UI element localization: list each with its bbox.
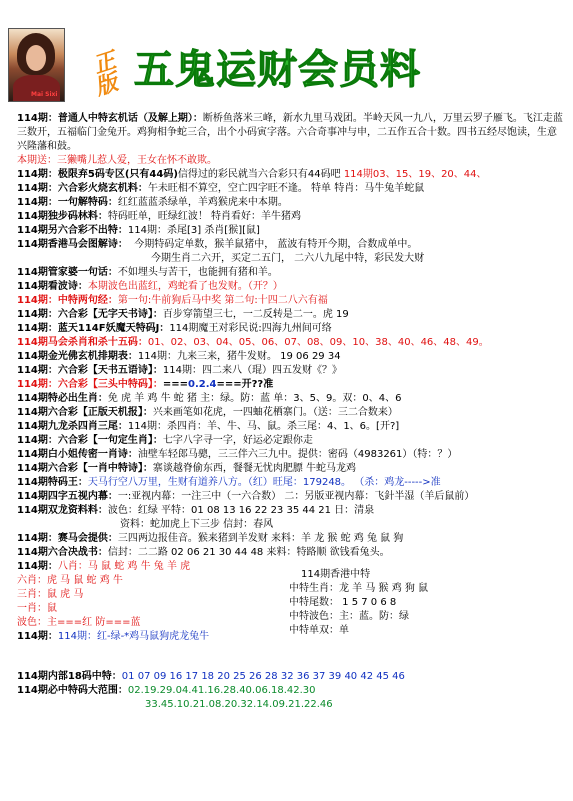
row-10 bbox=[17, 280, 566, 294]
row-text: 红红蓝蓝杀绿单，羊鸡猴虎来中本期。 bbox=[117, 197, 288, 208]
row-text: 天马行空八万里，生财有道养八方。（红）旺尾：179248。 （杀：鸡龙----->准 bbox=[87, 477, 441, 488]
row-18 bbox=[17, 392, 566, 406]
row-title: 金光佛玄机排期表： bbox=[47, 351, 138, 362]
row-20 bbox=[17, 420, 566, 434]
row-4 bbox=[17, 182, 566, 196]
row-title: 普通人中特玄机话（及解上期）： bbox=[57, 113, 203, 124]
row-label: 114期： bbox=[17, 295, 58, 306]
row-title: 马会杀肖和杀十五码： bbox=[47, 337, 148, 348]
row-title: 赛马会提供： bbox=[57, 533, 118, 544]
face-shape bbox=[26, 45, 46, 71]
row-title: 六合彩【无字天书诗】： bbox=[57, 309, 163, 320]
row-label: 114期： bbox=[17, 183, 58, 194]
row-title: 六合彩【三头中特码】： bbox=[57, 379, 163, 390]
row-label: 114期： bbox=[17, 169, 58, 180]
row-text: 今期特码定单数，猴羊鼠猪中， 蓝波有特开今期，合数成单中。 bbox=[134, 239, 418, 250]
row-text: 三四两边报佳音。猴来猪到羊发财 来料：羊 龙 猴 蛇 鸡 兔 鼠 狗 bbox=[117, 533, 404, 544]
row-17 bbox=[17, 378, 566, 392]
row-label: 114期： bbox=[17, 379, 58, 390]
row-title: 必中特码大范围： bbox=[47, 685, 128, 696]
row-22 bbox=[17, 448, 566, 462]
lower-section bbox=[17, 560, 566, 670]
row-label: 114期 bbox=[17, 505, 48, 516]
row-title: 六合彩【一句定生肖】： bbox=[57, 435, 163, 446]
row-title: 八肖：马 鼠 蛇 鸡 牛 兔 羊 虎 bbox=[57, 561, 191, 572]
row-label: 114期 bbox=[17, 239, 48, 250]
row-text: 114期：杀四肖：羊、牛、马、鼠。杀三尾：4、1、6。[开?] bbox=[127, 421, 400, 432]
right-block bbox=[289, 568, 428, 638]
row-title: 六合彩【天书五语诗】： bbox=[57, 365, 163, 376]
row-label: 114期： bbox=[17, 309, 58, 320]
row-16 bbox=[17, 364, 566, 378]
row-31: 三肖：鼠 虎 马 bbox=[17, 589, 84, 600]
row-label: 114期 bbox=[17, 281, 48, 292]
row-15 bbox=[17, 350, 566, 364]
row-pre: === bbox=[162, 379, 189, 390]
row-text: 一:亚视内幕：一注三中（一六合数） 二：另版亚视内幕：飞針半湿（羊后鼠前） bbox=[117, 491, 475, 502]
row-label: 114期 bbox=[17, 477, 48, 488]
row-label: 114期 bbox=[17, 547, 48, 558]
row-title: 极限弃5码专区(只有44码) bbox=[57, 169, 178, 180]
row-23 bbox=[17, 462, 566, 476]
row-label: 114期： bbox=[17, 533, 58, 544]
row-3 bbox=[17, 168, 566, 182]
row-text: 波色：红绿 平特：01 08 13 16 22 23 35 44 21 日：清泉 bbox=[107, 505, 375, 516]
row-text: 01 07 09 16 17 18 20 25 26 28 32 36 37 39 40 42 45 46 bbox=[121, 671, 405, 682]
row-text: 114期魔王对彩民说:四海九州间可络 bbox=[169, 323, 332, 334]
row-text: 午未旺相不算空，空亡四字旺不逢。 特单 特肖：马牛兔羊蛇鼠 bbox=[147, 183, 425, 194]
row-title: 四字五视内幕： bbox=[47, 491, 118, 502]
row-title: 管家婆一句话： bbox=[47, 267, 118, 278]
row-6 bbox=[17, 210, 566, 224]
row-label: 114期 bbox=[17, 449, 48, 460]
row-post: ===开??准 bbox=[216, 379, 274, 390]
row-label: 114期： bbox=[17, 323, 58, 334]
row-text: 第一句:牛前狗后马中奖 第二句:十四二八六有福 bbox=[117, 295, 328, 306]
row-7 bbox=[17, 224, 566, 238]
row-text: 02.19.29.04.41.16.28.40.06.18.42.30 bbox=[127, 685, 316, 696]
right-heading: 114期香港中特 bbox=[301, 569, 371, 580]
row-title: 特必出生肖： bbox=[47, 393, 108, 404]
row-title: 中特两句经： bbox=[57, 295, 118, 306]
row-2 bbox=[17, 154, 566, 168]
row-label: 114期 bbox=[17, 407, 48, 418]
row-title: 一句解特码： bbox=[57, 197, 118, 208]
row-title: 蓝天114F妖魔天特码J： bbox=[57, 323, 170, 334]
row-30: 六肖：虎 马 鼠 蛇 鸡 牛 bbox=[17, 575, 123, 586]
row-label: 114期 bbox=[17, 211, 48, 222]
row-text: 01、02、03、04、05、06、07、08、09、10、38、40、46、48、49。 bbox=[147, 337, 489, 348]
row-text: 本期波色出蓝红，鸡蛇看了也发财。（开？） bbox=[87, 281, 283, 292]
row-label: 114期 bbox=[17, 421, 48, 432]
row-label: 114期： bbox=[17, 197, 58, 208]
row-title: 独步码林料： bbox=[47, 211, 108, 222]
row-text: 114期：九来三来，猪牛发财。 19 06 29 34 bbox=[137, 351, 341, 362]
row-text: 今期生肖二六开，买定二五门， 二六八九尾中特，彩民发大财 bbox=[151, 253, 425, 264]
row-title: 另六合彩不出特： bbox=[47, 225, 128, 236]
row-text: 寨谈越脊偷东西，餐餐无忧肉肥膘 牛蛇马龙鸡 bbox=[152, 463, 357, 474]
row-title: 九龙杀四肖三尾： bbox=[47, 421, 128, 432]
row-label: 114期 bbox=[17, 267, 48, 278]
row-title: 六合决战书： bbox=[47, 547, 108, 558]
row-title: 特码王： bbox=[47, 477, 88, 488]
row-26a bbox=[17, 504, 566, 518]
row-label: 114期 bbox=[17, 393, 48, 404]
row-num: 0.2.4 bbox=[188, 379, 217, 390]
row-title: 内部18码中特： bbox=[47, 671, 122, 682]
row-19 bbox=[17, 406, 566, 420]
row-title: 六合彩【正版天机报】： bbox=[47, 407, 153, 418]
header bbox=[0, 0, 573, 108]
row-1 bbox=[17, 112, 566, 154]
row-text: 百步穿箭望三七，一二反转是二一。虎 19 bbox=[162, 309, 349, 320]
right-ds: 中特单双：单 bbox=[289, 625, 349, 636]
row-label: 114期 bbox=[17, 671, 48, 682]
row-label: 114期 bbox=[17, 351, 48, 362]
row-33: 波色：主===红 防===蓝 bbox=[17, 617, 141, 628]
row-8a bbox=[17, 238, 566, 252]
row-32: 一肖：鼠 bbox=[17, 603, 57, 614]
row-label: 114期 bbox=[17, 685, 48, 696]
row-text: 114期：杀尾[3] 杀肖[猴][鼠] bbox=[127, 225, 260, 236]
row-9 bbox=[17, 266, 566, 280]
row-text: 信得过的彩民就当六合彩只有44码吧 bbox=[177, 169, 341, 180]
content-list bbox=[17, 112, 566, 712]
row-21 bbox=[17, 434, 566, 448]
row-14 bbox=[17, 336, 566, 350]
row-5 bbox=[17, 196, 566, 210]
row-text: 114期：四二来八（琨）四五发财《？》 bbox=[162, 365, 342, 376]
row-label: 114期 bbox=[17, 225, 48, 236]
row-27 bbox=[17, 532, 566, 546]
row-title: 六合彩【一肖中特诗】： bbox=[47, 463, 153, 474]
row-label: 114期： bbox=[17, 435, 58, 446]
photo-tag: Mai Sixi bbox=[31, 91, 58, 99]
row-label: 114期： bbox=[17, 561, 58, 572]
row-12 bbox=[17, 308, 566, 322]
badge-char-2: 版 bbox=[92, 70, 122, 101]
row-11 bbox=[17, 294, 566, 308]
page-title: 五鬼运财会员料 bbox=[134, 47, 421, 93]
row-label: 114期 bbox=[17, 491, 48, 502]
row-36b bbox=[17, 698, 566, 712]
row-label: 114期： bbox=[17, 365, 58, 376]
row-label: 114期 bbox=[17, 337, 48, 348]
row-label: 114期： bbox=[17, 631, 58, 642]
row-text: 断桥鱼落米三峰，新水九里马戏团。半岭天风一九八，万里云罗子雁飞。飞江走蓝三数开，五福临门金兔开。鸡狗相争蛇三合，出个小码寅字落。六合奇事冲与申，二五作五合十数。四书五经尽饱读，生意兴隆藩和鼓。 bbox=[17, 113, 563, 152]
right-sx: 中特生肖：龙 羊 马 猴 鸡 狗 鼠 bbox=[289, 583, 429, 594]
row-title: 香港马会图解诗： bbox=[47, 239, 128, 250]
row-text: 特码旺单，旺绿红波！ 特肖看好：羊牛猪鸡 bbox=[107, 211, 302, 222]
row-text: 油壁车轻郎马骢，三三伴六三九中。提供：密码（4983261）（特：？） bbox=[137, 449, 458, 460]
row-24 bbox=[17, 476, 566, 490]
row-text: 资料：蛇加虎上下三步 信封：春风 bbox=[120, 519, 274, 530]
row-13 bbox=[17, 322, 566, 336]
row-label: 114期 bbox=[17, 463, 48, 474]
row-36a bbox=[17, 684, 566, 698]
row-title: 白小姐传密一肖诗： bbox=[47, 449, 138, 460]
row-35 bbox=[17, 670, 566, 684]
row-text: 114期：红-绿-*鸡马鼠狗虎龙兔牛 bbox=[57, 631, 210, 642]
row-text: 33.45.10.21.08.20.32.14.09.21.22.46 bbox=[145, 699, 333, 710]
right-ws: 中特尾数： 1 5 7 0 6 8 bbox=[289, 597, 397, 608]
row-text: 本期送：三獭嘴儿惹人爱，王女在怀不敢欺。 bbox=[17, 155, 217, 166]
row-text: 免 虎 羊 鸡 牛 蛇 猪 主：绿。防：蓝 单：3、5、9。双：0、4、6 bbox=[107, 393, 402, 404]
row-title: 看波诗： bbox=[47, 281, 88, 292]
right-bs: 中特波色：主：蓝。防：绿 bbox=[289, 611, 409, 622]
row-8b bbox=[17, 252, 566, 266]
row-25 bbox=[17, 490, 566, 504]
portrait-photo bbox=[8, 28, 65, 102]
row-extra: 114期03、15、19、20、44、 bbox=[343, 169, 487, 180]
row-title: 六合彩火烧玄机料： bbox=[57, 183, 148, 194]
row-text: 不如埋头与苦干，也能拥有猪和羊。 bbox=[117, 267, 278, 278]
row-text: 兴来画笔如花虎，一四蚰花栖寨门。（送：三二合数来） bbox=[152, 407, 398, 418]
row-26b bbox=[17, 518, 566, 532]
row-text: 信封：二二路 02 06 21 30 44 48 来料：特路顺 欲钱看兔头。 bbox=[107, 547, 390, 558]
row-label: 114期： bbox=[17, 113, 58, 124]
row-text: 七字八字寻一字，好运必定跟你走 bbox=[162, 435, 313, 446]
badge-char-1: 正 bbox=[90, 48, 120, 79]
row-title: 双龙资料料： bbox=[47, 505, 108, 516]
row-28 bbox=[17, 546, 566, 560]
